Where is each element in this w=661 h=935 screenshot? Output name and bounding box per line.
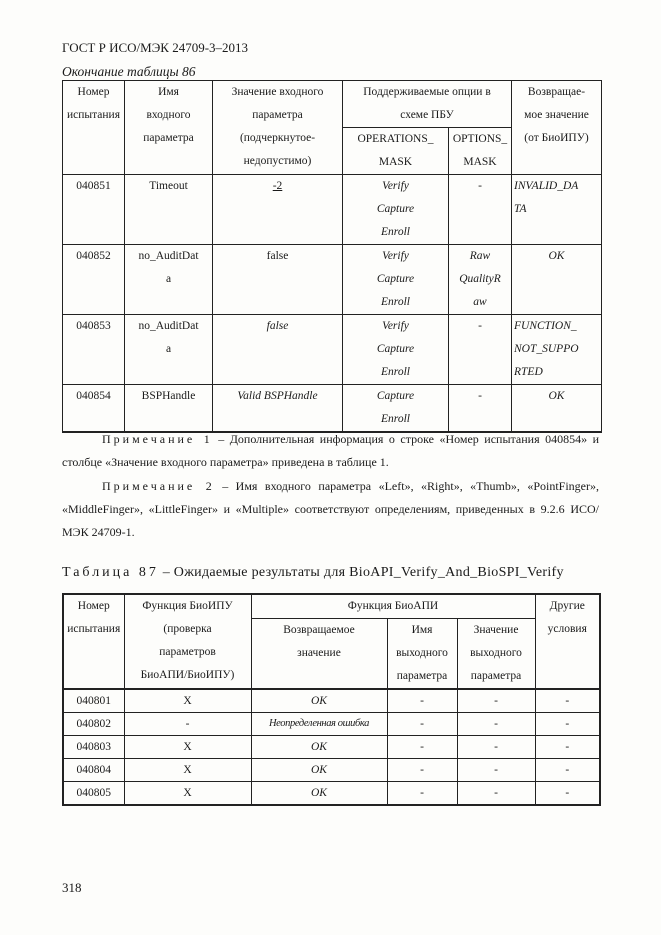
cell-function: - (124, 713, 251, 736)
cell-test-number: 040851 (63, 175, 125, 245)
table-row (63, 245, 602, 315)
table-row (63, 689, 600, 713)
table-87 (62, 593, 601, 806)
cell-test-number: 040803 (63, 736, 124, 759)
cell-param-name: BSPHandle (125, 385, 213, 433)
header-return-value: Возвращае- мое значение (от БиоИПУ) (512, 81, 602, 175)
cell-function: X (124, 736, 251, 759)
cell-output-name: - (387, 689, 457, 713)
cell-return: Неопределенная ошибка (251, 713, 387, 736)
table-row (63, 736, 600, 759)
cell-return: OK (251, 736, 387, 759)
cell-output-name: - (387, 782, 457, 806)
cell-function: X (124, 689, 251, 713)
cell-return: OK (512, 385, 602, 433)
cell-other: - (535, 736, 600, 759)
cell-input-value: false (213, 315, 343, 385)
cell-opts: - (449, 175, 512, 245)
header-bioipu-function: Функция БиоИПУ (проверка параметров БиоАПИ/БиоИПУ) (124, 594, 251, 689)
cell-output-name: - (387, 759, 457, 782)
table-86 (62, 80, 602, 433)
cell-other: - (535, 759, 600, 782)
cell-param-name: no_AuditDat a (125, 315, 213, 385)
header-output-value: Значение выходного параметра (457, 619, 535, 690)
header-output-name: Имя выходного параметра (387, 619, 457, 690)
cell-output-name: - (387, 713, 457, 736)
cell-test-number: 040805 (63, 782, 124, 806)
table-row (63, 175, 602, 245)
cell-other: - (535, 782, 600, 806)
cell-return: OK (251, 759, 387, 782)
header-param-name: Имя входного параметра (125, 81, 213, 175)
cell-output-name: - (387, 736, 457, 759)
cell-opts: Raw QualityR aw (449, 245, 512, 315)
cell-return: OK (251, 689, 387, 713)
table-row (63, 759, 600, 782)
cell-input-value: -2 (213, 175, 343, 245)
table86-caption: Окончание таблицы 86 (62, 64, 196, 79)
cell-function: X (124, 759, 251, 782)
cell-ops: Capture Enroll (343, 385, 449, 433)
cell-other: - (535, 713, 600, 736)
cell-output-value: - (457, 736, 535, 759)
table-row (63, 782, 600, 806)
header-test-number: Номер испытания (63, 594, 124, 689)
cell-return: OK (512, 245, 602, 315)
cell-return: OK (251, 782, 387, 806)
cell-test-number: 040804 (63, 759, 124, 782)
header-return-value: Возвращаемое значение (251, 619, 387, 690)
cell-function: X (124, 782, 251, 806)
header-options-mask: OPTIONS_ MASK (449, 128, 512, 175)
note-1: Примечание 1 – Дополнительная информация о строке «Номер испытания 040854» и столбце «Значение входного параметра» приведена в таблице 1. (62, 432, 599, 469)
cell-opts: - (449, 385, 512, 433)
cell-other: - (535, 689, 600, 713)
cell-param-name: no_AuditDat a (125, 245, 213, 315)
table-row (63, 713, 600, 736)
cell-output-value: - (457, 689, 535, 713)
cell-output-value: - (457, 759, 535, 782)
cell-test-number: 040802 (63, 713, 124, 736)
header-ops-mask: OPERATIONS_ MASK (343, 128, 449, 175)
header-other-conditions: Другие условия (535, 594, 600, 689)
header-bioapi-function: Функция БиоАПИ (251, 594, 535, 619)
cell-return: INVALID_DA TA (512, 175, 602, 245)
cell-test-number: 040801 (63, 689, 124, 713)
cell-param-name: Timeout (125, 175, 213, 245)
cell-return: FUNCTION_ NOT_SUPPO RTED (512, 315, 602, 385)
cell-ops: Verify Capture Enroll (343, 315, 449, 385)
note-2: Примечание 2 – Имя входного параметра «Left», «Right», «Thumb», «PointFinger», «MiddleFinger», «LittleFinger» и «Multiple» соответствуют определениям, приведенных в 9.2.6 ИСО/МЭК 24709-1. (62, 479, 599, 539)
cell-output-value: - (457, 782, 535, 806)
cell-input-value: Valid BSPHandle (213, 385, 343, 433)
cell-opts: - (449, 315, 512, 385)
cell-test-number: 040854 (63, 385, 125, 433)
document-header: ГОСТ Р ИСО/МЭК 24709-3–2013 (62, 40, 249, 55)
table-row (63, 315, 602, 385)
cell-test-number: 040852 (63, 245, 125, 315)
cell-output-value: - (457, 713, 535, 736)
page-number: 318 (62, 880, 82, 895)
table-row (63, 385, 602, 433)
header-input-value: Значение входного параметра (подчеркнутое- недопустимо) (213, 81, 343, 175)
header-supported-options: Поддерживаемые опции в схеме ПБУ (343, 81, 512, 128)
cell-ops: Verify Capture Enroll (343, 245, 449, 315)
cell-ops: Verify Capture Enroll (343, 175, 449, 245)
table87-caption: Таблица 87 – Ожидаемые результаты для BioAPI_Verify_And_BioSPI_Verify (62, 565, 564, 580)
header-test-number: Номер испытания (63, 81, 125, 175)
cell-input-value: false (213, 245, 343, 315)
cell-test-number: 040853 (63, 315, 125, 385)
